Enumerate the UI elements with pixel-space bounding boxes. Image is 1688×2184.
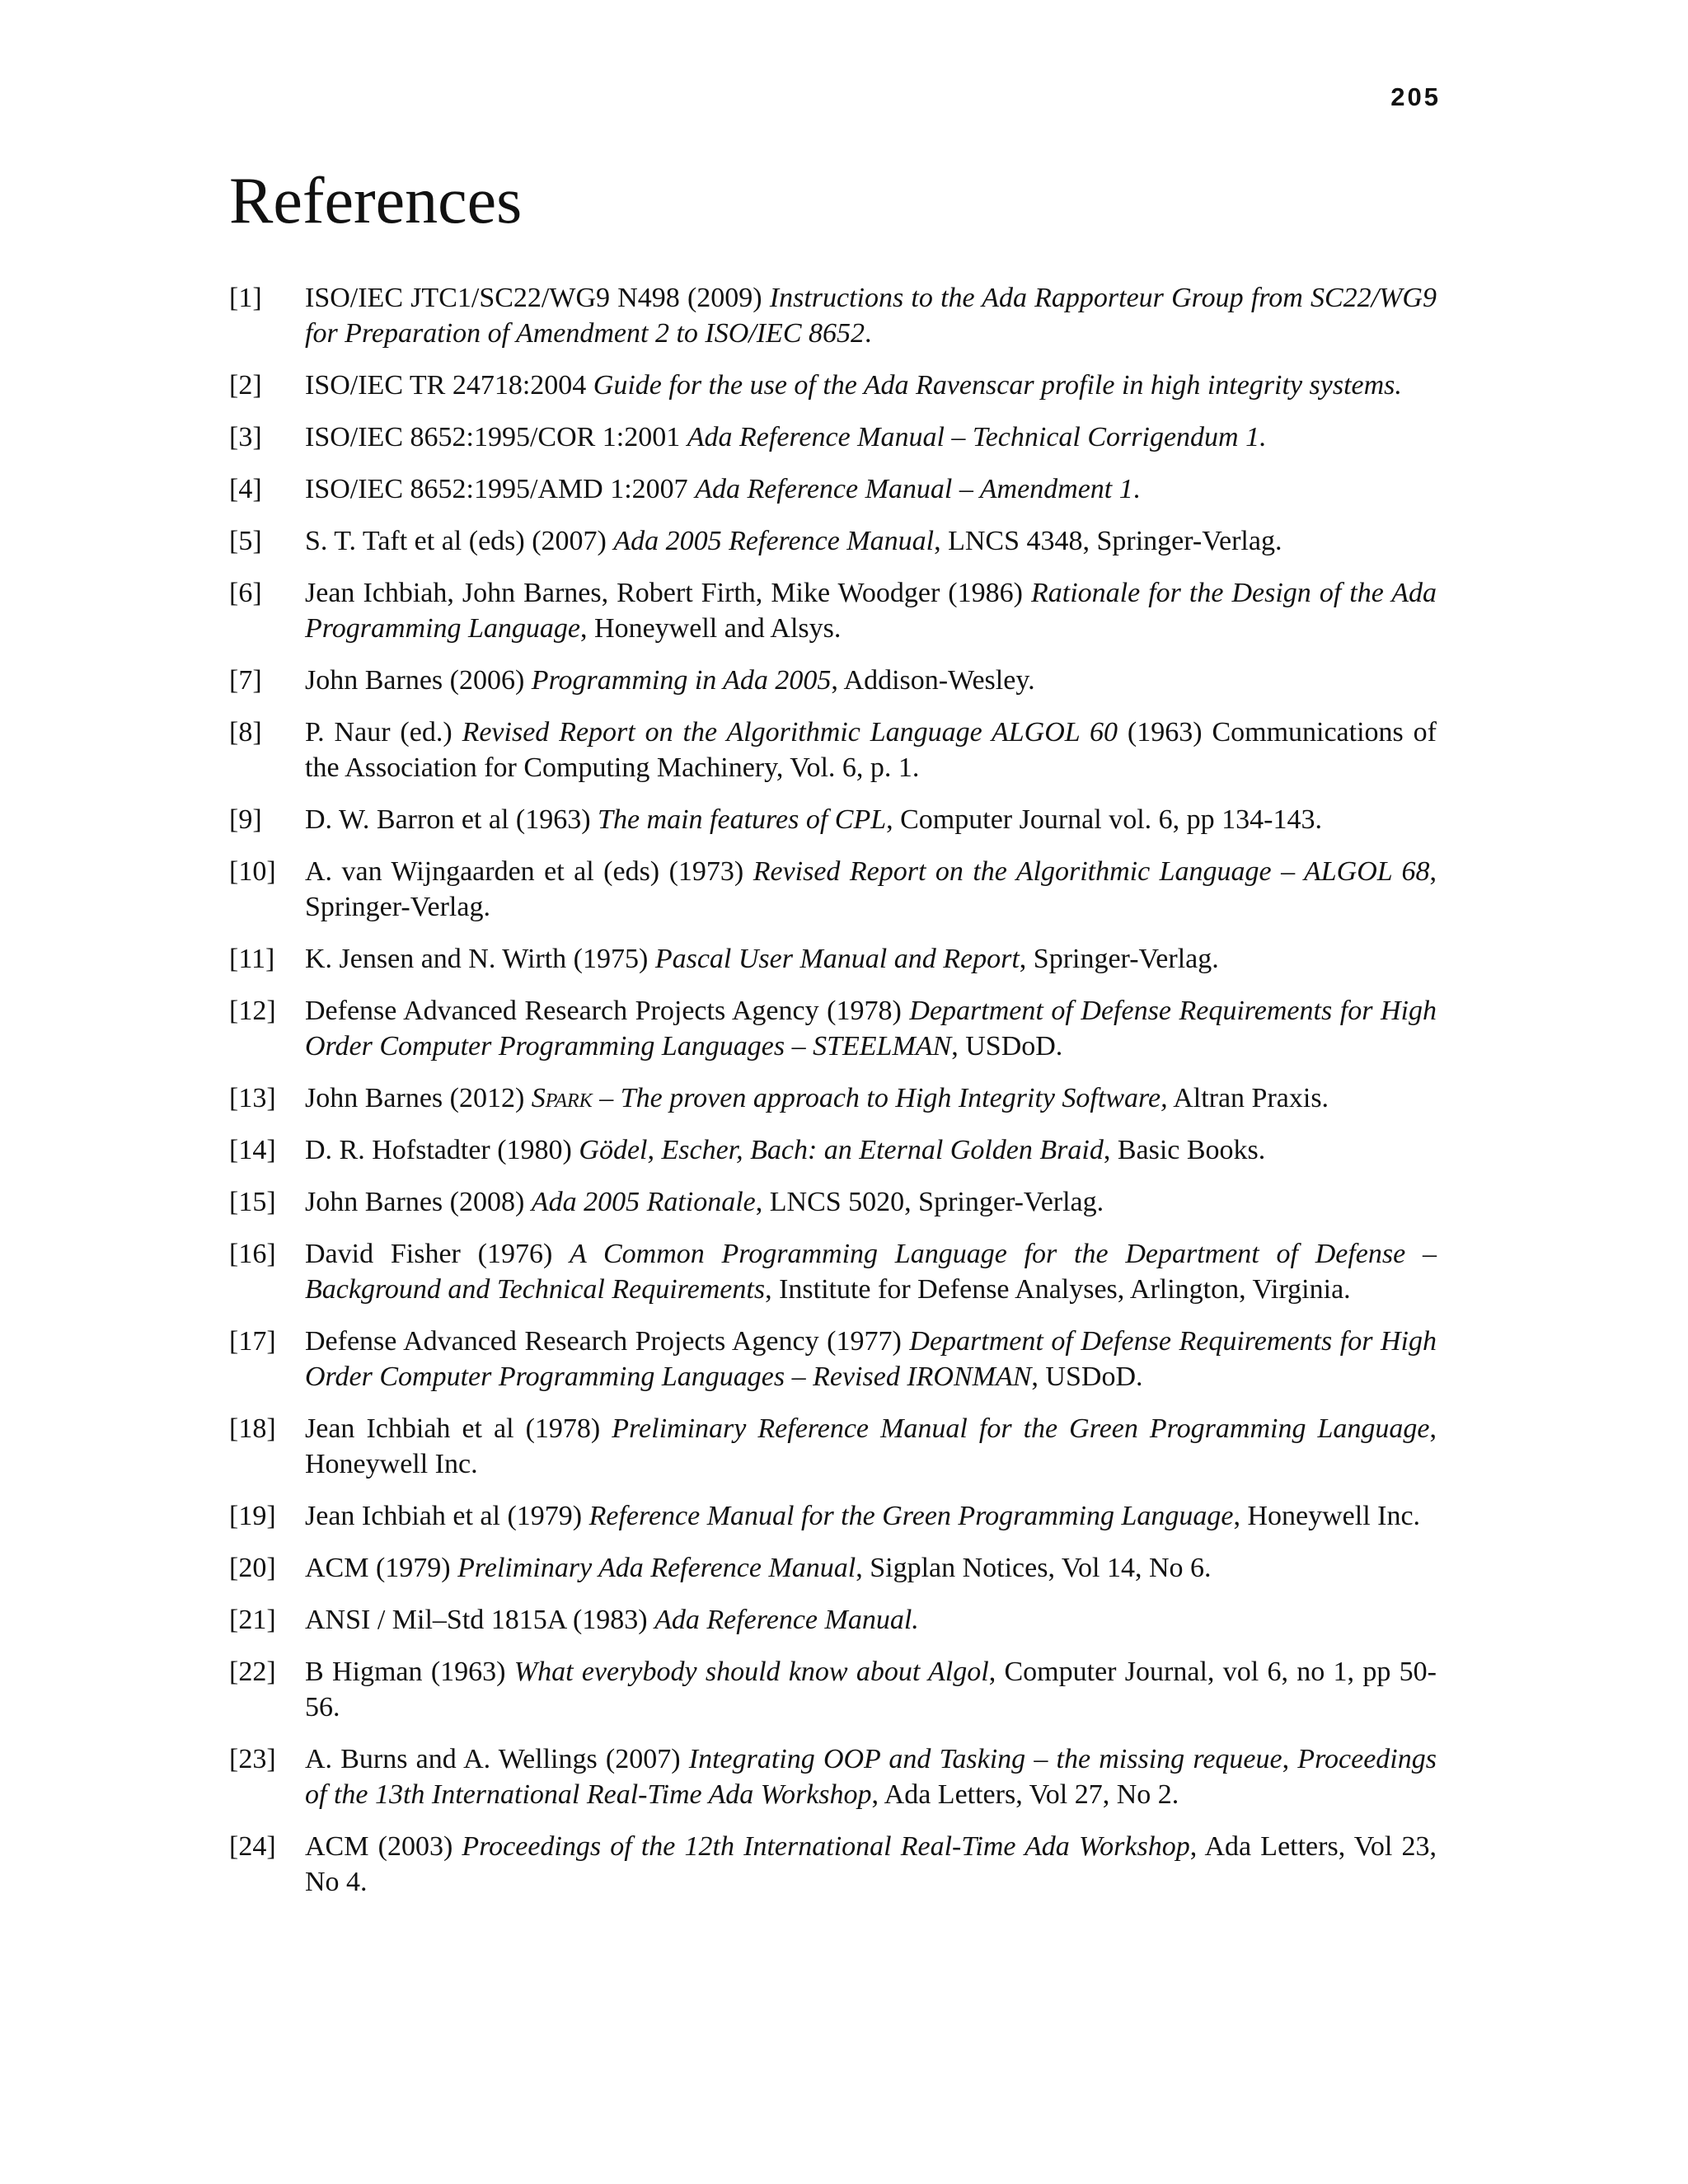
- reference-text-segment: ISO/IEC 8652:1995/AMD 1:2007: [305, 474, 696, 504]
- reference-text-segment: , Honeywell and Alsys.: [580, 613, 842, 644]
- page-title: References: [229, 165, 523, 237]
- reference-text-segment: , Springer-Verlag.: [305, 856, 1437, 922]
- reference-title-segment: Preliminary Ada Reference Manual: [457, 1553, 856, 1583]
- reference-text-segment: K. Jensen and N. Wirth (1975): [305, 944, 655, 974]
- reference-text-segment: A. van Wijngaarden et al (eds) (1973): [305, 856, 753, 887]
- reference-title-segment: Integrating OOP and Tasking – the missing requeue: [688, 1744, 1282, 1774]
- reference-list: [229, 280, 1437, 1916]
- reference-text-segment: John Barnes (2008): [305, 1187, 532, 1217]
- reference-text-segment: , Ada Letters, Vol 27, No 2.: [871, 1779, 1179, 1810]
- reference-entry: [229, 1184, 1437, 1220]
- reference-text-segment: , Addison-Wesley.: [831, 665, 1035, 696]
- reference-text-segment: ISO/IEC TR 24718:2004: [305, 370, 593, 401]
- reference-entry: [229, 1829, 1437, 1900]
- reference-text-segment: , LNCS 5020, Springer-Verlag.: [755, 1187, 1104, 1217]
- reference-number: [11]: [229, 944, 275, 974]
- reference-title-segment: Department of Defense Requirements for High Order Computer Programming Languages – STEELMAN: [305, 996, 1437, 1062]
- reference-number: [9]: [229, 804, 262, 835]
- reference-text-segment: D. W. Barron et al (1963): [305, 804, 598, 835]
- reference-title-segment: Rationale for the Design of the Ada Programming Language: [305, 578, 1437, 644]
- reference-text: [305, 1602, 1437, 1638]
- reference-number: [7]: [229, 665, 262, 696]
- reference-text: [305, 280, 1437, 351]
- reference-text-segment: ACM (1979): [305, 1553, 458, 1583]
- reference-number: [14]: [229, 1135, 276, 1165]
- reference-text: [305, 802, 1437, 837]
- reference-text-segment: , Computer Journal, vol 6, no 1, pp 50-56.: [305, 1657, 1437, 1722]
- reference-text: [305, 715, 1437, 785]
- reference-number: [10]: [229, 856, 276, 887]
- reference-entry: [229, 663, 1437, 698]
- reference-number: [19]: [229, 1501, 276, 1531]
- reference-text-segment: , Computer Journal vol. 6, pp 134-143.: [886, 804, 1322, 835]
- reference-title-segment: Ada 2005 Reference Manual: [613, 526, 935, 556]
- reference-text-segment: Jean Ichbiah, John Barnes, Robert Firth, Mike Woodger (1986): [305, 578, 1031, 608]
- reference-text: [305, 1132, 1437, 1168]
- reference-text-segment: John Barnes (2006): [305, 665, 532, 696]
- reference-title-segment: Reference Manual for the Green Programming Language: [588, 1501, 1234, 1531]
- reference-number: [17]: [229, 1326, 276, 1357]
- reference-text-segment: (1963) Communications of the Association for Computing Machinery, Vol. 6, p. 1.: [305, 717, 1437, 783]
- reference-entry: [229, 1132, 1437, 1168]
- reference-entry: [229, 854, 1437, 925]
- reference-text-segment: John Barnes (2012): [305, 1083, 532, 1113]
- reference-text: [305, 1829, 1437, 1900]
- reference-entry: [229, 802, 1437, 837]
- reference-number: [1]: [229, 283, 262, 313]
- reference-text-segment: ,: [1282, 1744, 1298, 1774]
- reference-entry: [229, 1498, 1437, 1534]
- reference-entry: [229, 1324, 1437, 1394]
- reference-number: [22]: [229, 1657, 276, 1687]
- reference-entry: [229, 941, 1437, 977]
- reference-number: [18]: [229, 1413, 276, 1444]
- reference-number: [15]: [229, 1187, 276, 1217]
- reference-number: [5]: [229, 526, 262, 556]
- reference-title-segment: Revised Report on the Algorithmic Language ALGOL 60: [462, 717, 1118, 748]
- reference-text-segment: .: [865, 318, 872, 349]
- reference-title-segment: Programming in Ada 2005: [531, 665, 832, 696]
- reference-text-segment: S. T. Taft et al (eds) (2007): [305, 526, 614, 556]
- reference-number: [4]: [229, 474, 262, 504]
- reference-number: [2]: [229, 370, 262, 401]
- reference-text-segment: Jean Ichbiah et al (1978): [305, 1413, 612, 1444]
- reference-text-segment: ACM (2003): [305, 1831, 462, 1862]
- reference-text: [305, 663, 1437, 698]
- reference-title-segment: Proceedings of the 13th International Real-Time Ada Workshop: [305, 1744, 1437, 1810]
- reference-text-segment: Jean Ichbiah et al (1979): [305, 1501, 589, 1531]
- reference-text: [305, 1741, 1437, 1812]
- reference-text: [305, 1184, 1437, 1220]
- reference-title-segment: Pascal User Manual and Report: [654, 944, 1020, 974]
- reference-entry: [229, 523, 1437, 559]
- reference-entry: [229, 471, 1437, 507]
- reference-number: [6]: [229, 578, 262, 608]
- reference-text-segment: .: [1132, 474, 1141, 504]
- reference-title-segment: Spark: [531, 1083, 593, 1113]
- reference-text-segment: , Ada Letters, Vol 23, No 4.: [305, 1831, 1437, 1897]
- reference-text-segment: Defense Advanced Research Projects Agency (1977): [305, 1326, 910, 1357]
- reference-text: [305, 1550, 1437, 1586]
- reference-text: [305, 523, 1437, 559]
- reference-text: [305, 854, 1437, 925]
- reference-title-segment: Preliminary Reference Manual for the Green Programming Language: [612, 1413, 1430, 1444]
- reference-title-segment: – The proven approach to High Integrity Software,: [592, 1083, 1168, 1113]
- reference-title-segment: A Common Programming Language for the Department of Defense – Background and Technical Requirements: [305, 1239, 1437, 1305]
- reference-number: [23]: [229, 1744, 276, 1774]
- reference-entry: [229, 419, 1437, 455]
- reference-text-segment: P. Naur (ed.): [305, 717, 462, 748]
- reference-text: [305, 1654, 1437, 1725]
- reference-entry: [229, 1654, 1437, 1725]
- reference-title-segment: Instructions to the Ada Rapporteur Group from SC22/WG9 for Preparation of Amendment 2 to ISO/IEC 8652: [305, 283, 1437, 349]
- reference-text-segment: , Institute for Defense Analyses, Arlington, Virginia.: [765, 1274, 1351, 1305]
- reference-text: [305, 1080, 1437, 1116]
- reference-number: [13]: [229, 1083, 276, 1113]
- reference-entry: [229, 1741, 1437, 1812]
- reference-text-segment: Altran Praxis.: [1167, 1083, 1329, 1113]
- reference-title-segment: Ada Reference Manual – Amendment 1: [695, 474, 1133, 504]
- reference-text-segment: D. R. Hofstadter (1980): [305, 1135, 579, 1165]
- reference-number: [8]: [229, 717, 262, 748]
- reference-text: [305, 1411, 1437, 1482]
- reference-title-segment: Gödel, Escher, Bach: an Eternal Golden Braid: [579, 1135, 1104, 1165]
- reference-text-segment: ISO/IEC 8652:1995/COR 1:2001: [305, 422, 687, 452]
- reference-entry: [229, 1411, 1437, 1482]
- reference-title-segment: Ada Reference Manual.: [654, 1605, 919, 1635]
- reference-text-segment: , Honeywell Inc.: [1233, 1501, 1421, 1531]
- reference-text: [305, 471, 1437, 507]
- reference-number: [12]: [229, 996, 276, 1026]
- reference-text: [305, 941, 1437, 977]
- reference-number: [20]: [229, 1553, 276, 1583]
- reference-text-segment: , LNCS 4348, Springer-Verlag.: [934, 526, 1282, 556]
- reference-text-segment: David Fisher (1976): [305, 1239, 570, 1269]
- reference-title-segment: What everybody should know about Algol: [513, 1657, 989, 1687]
- reference-entry: [229, 280, 1437, 351]
- reference-text: [305, 419, 1437, 455]
- reference-text-segment: B Higman (1963): [305, 1657, 514, 1687]
- reference-text-segment: ISO/IEC JTC1/SC22/WG9 N498 (2009): [305, 283, 770, 313]
- reference-text-segment: Defense Advanced Research Projects Agency (1978): [305, 996, 910, 1026]
- reference-text-segment: ANSI / Mil–Std 1815A (1983): [305, 1605, 655, 1635]
- reference-text: [305, 1236, 1437, 1307]
- reference-text: [305, 1324, 1437, 1394]
- reference-title-segment: Proceedings of the 12th International Real-Time Ada Workshop: [462, 1831, 1190, 1862]
- reference-text-segment: , Sigplan Notices, Vol 14, No 6.: [856, 1553, 1212, 1583]
- reference-title-segment: Department of Defense Requirements for High Order Computer Programming Languages – Revised IRONMAN: [305, 1326, 1437, 1392]
- reference-number: [3]: [229, 422, 262, 452]
- reference-title-segment: Revised Report on the Algorithmic Language – ALGOL 68: [753, 856, 1430, 887]
- reference-entry: [229, 1550, 1437, 1586]
- reference-entry: [229, 575, 1437, 646]
- reference-entry: [229, 993, 1437, 1064]
- reference-text-segment: , Honeywell Inc.: [305, 1413, 1437, 1479]
- reference-title-segment: The main features of CPL: [598, 804, 887, 835]
- reference-text-segment: A. Burns and A. Wellings (2007): [305, 1744, 689, 1774]
- reference-text: [305, 368, 1437, 403]
- reference-title-segment: Ada Reference Manual – Technical Corrigendum 1.: [687, 422, 1267, 452]
- reference-text-segment: , Springer-Verlag.: [1019, 944, 1219, 974]
- reference-text: [305, 1498, 1437, 1534]
- reference-text-segment: , USDoD.: [1031, 1361, 1143, 1392]
- reference-entry: [229, 1602, 1437, 1638]
- reference-title-segment: Ada 2005 Rationale: [531, 1187, 756, 1217]
- reference-number: [24]: [229, 1831, 276, 1862]
- reference-number: [16]: [229, 1239, 276, 1269]
- reference-text-segment: , USDoD.: [951, 1031, 1063, 1062]
- reference-text-segment: , Basic Books.: [1103, 1135, 1266, 1165]
- reference-entry: [229, 1236, 1437, 1307]
- reference-title-segment: Guide for the use of the Ada Ravenscar profile in high integrity systems.: [593, 370, 1402, 401]
- page-number: 205: [1390, 82, 1441, 111]
- reference-text: [305, 993, 1437, 1064]
- reference-number: [21]: [229, 1605, 276, 1635]
- reference-entry: [229, 368, 1437, 403]
- reference-text: [305, 575, 1437, 646]
- reference-entry: [229, 715, 1437, 785]
- reference-entry: [229, 1080, 1437, 1116]
